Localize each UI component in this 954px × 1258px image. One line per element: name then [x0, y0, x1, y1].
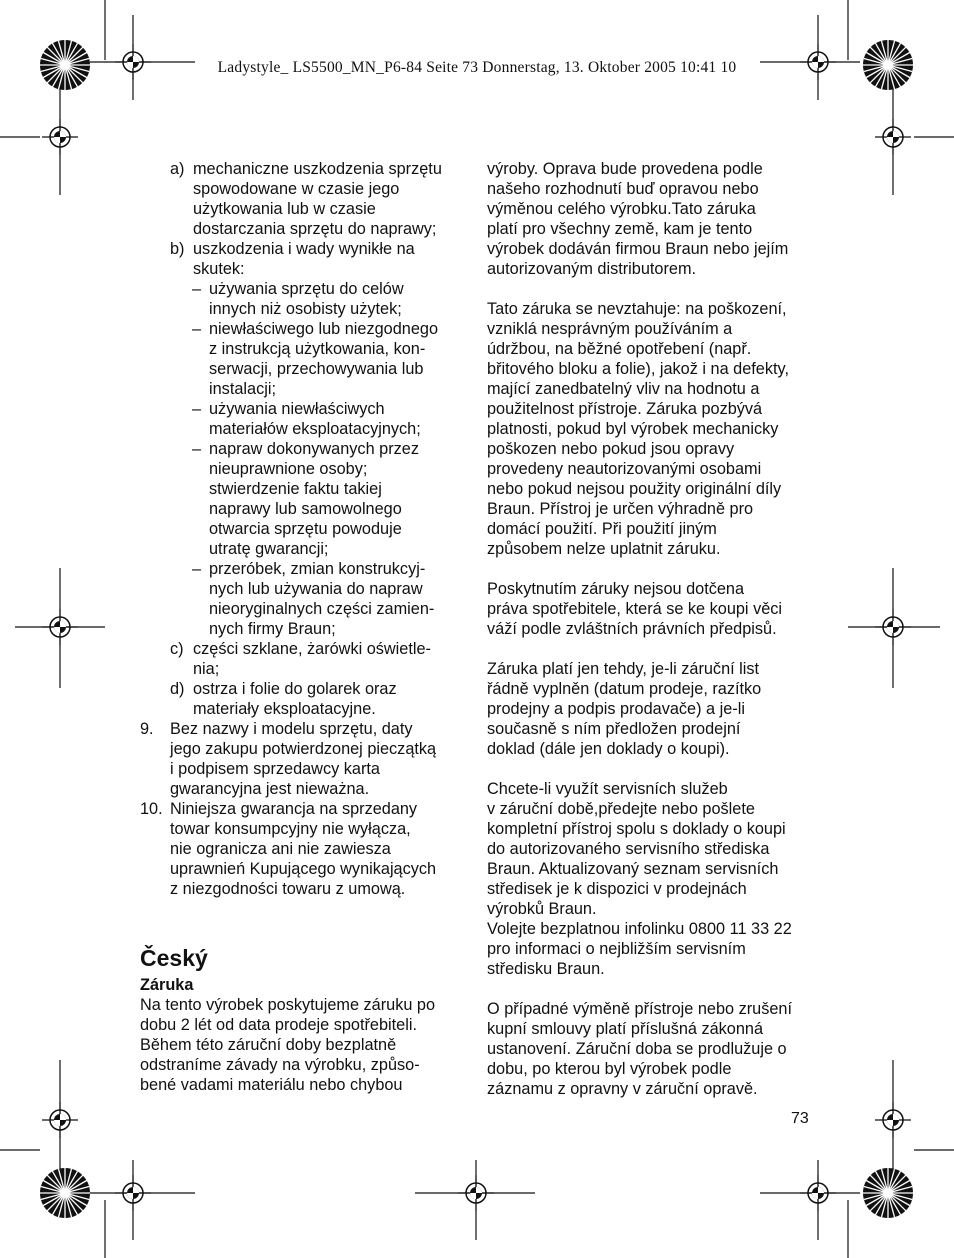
dash-label: – [192, 320, 202, 338]
list-text: mechaniczne uszkodzenia sprzętu spowodowane w czasie jego użytkowania lub w czasie dostarczania sprzętu do naprawy; [193, 160, 442, 238]
dash-item [140, 439, 465, 559]
list-item [140, 639, 465, 679]
numbered-label: 9. [140, 720, 154, 738]
dash-item [140, 559, 465, 639]
dash-label: – [192, 280, 202, 298]
dash-label: – [192, 440, 202, 458]
numbered-item [140, 799, 465, 899]
list-label: c) [170, 640, 184, 658]
numbered-label: 10. [140, 800, 163, 818]
dash-item [140, 279, 465, 319]
paragraph: Chcete-li využít servisních služeb v záruční době,předejte nebo pošlete kompletní přístroj spolu s doklady o koupi do autorizovaného servisního střediska Braun. Aktualizovaný seznam servisních středisek je k dispozici v prodejnách výrobků Braun. Volejte bezplatnou infolinku 0800 11 33 22 pro informaci o nejbližším servisním středisku Braun. [487, 780, 792, 978]
dash-text: niewłaściwego lub niezgodnego z instrukcją użytkowania, kon- serwacji, przechowywania lub instalacji; [209, 320, 439, 398]
list-text: części szklane, żarówki oświetle- nia; [193, 640, 431, 678]
paragraph: Tato záruka se nevztahuje: na poškození, vzniklá nesprávným používáním a údržbou, na běžné opotřebení (např. břitového bloku a folie), jakož i na defekty, mající zanedbatelný vliv na hodnotu a použitelnost přístroje. Záruka pozbývá platnosti, pokud byl výrobek mechanicky poškozen nebo pokud jsou opravy provedeny neautorizovanými osobami nebo pokud nejsou použity originální díly Braun. Přístroj je určen výhradně pro domácí použití. Při použití jiným způsobem nelze uplatnit záruku. [487, 300, 789, 558]
dash-text: napraw dokonywanych przez nieuprawnione osoby; stwierdzenie faktu takiej naprawy lub samowolnego otwarcia sprzętu powoduje utratę gwarancji; [209, 440, 419, 558]
paragraph: Poskytnutím záruky nejsou dotčena práva spotřebitele, která se ke koupi věci váží podle zvláštních právních předpisů. [487, 580, 783, 638]
dash-text: używania niewłaściwych materiałów eksploatacyjnych; [209, 400, 421, 438]
list-label: b) [170, 240, 185, 258]
paragraph: Na tento výrobek poskytujeme záruku po dobu 2 lét od data prodeje spotřebiteli. Během této záruční doby bezplatně odstraníme závady na výrobku, způso- bené vadami materiálu nebo chybou [140, 996, 436, 1094]
page-number: 73 [791, 1110, 809, 1127]
dash-item [140, 399, 465, 439]
numbered-text: Bez nazwy i modelu sprzętu, daty jego zakupu potwierdzonej pieczątką i podpisem sprzedawcy karta gwarancyjna jest nieważna. [170, 720, 437, 798]
print-slug-header: Ladystyle_ LS5500_MN_P6-84 Seite 73 Donnerstag, 13. Oktober 2005 10:41 10 [217, 59, 737, 76]
dash-label: – [192, 560, 202, 578]
list-label: d) [170, 680, 185, 698]
numbered-text: Niniejsza gwarancja na sprzedany towar konsumpcyjny nie wyłącza, nie ogranicza ani nie zawiesza uprawnień Kupującego wynikających z niezgodności towaru z umową. [170, 800, 437, 898]
list-item [140, 239, 465, 279]
subheading: Záruka [140, 976, 194, 994]
dash-text: używania sprzętu do celów innych niż osobisty użytek; [209, 280, 404, 318]
right-column [487, 159, 813, 1099]
dash-item [140, 319, 465, 399]
list-text: ostrza i folie do golarek oraz materiały eksploatacyjne. [193, 680, 397, 718]
dash-label: – [192, 400, 202, 418]
numbered-item [140, 719, 465, 799]
paragraph: výroby. Oprava bude provedena podle našeho rozhodnutí buď opravou nebo výměnou celého výrobku.Tato záruka platí pro všechny země, kam je tento výrobek dodáván firmou Braun nebo jejím autorizovaným distributorem. [487, 160, 789, 278]
list-item [140, 679, 465, 719]
paragraph: O případné výměně přístroje nebo zrušení kupní smlouvy platí příslušná zákonná ustanovení. Záruční doba se prodlužuje o dobu, po kterou byl výrobek podle záznamu z opravny v záruční opravě. [487, 1000, 792, 1098]
dash-text: przeróbek, zmian konstrukcyj- nych lub używania do napraw nieoryginalnych części zamien- nych firmy Braun; [209, 560, 435, 638]
left-column [140, 159, 465, 1095]
section-heading: Český [140, 945, 208, 971]
paragraph: Záruka platí jen tehdy, je-li záruční list řádně vyplněn (datum prodeje, razítko prodejny a podpis prodavače) a je-li současně s ním předložen prodejní doklad (dále jen doklady o koupi). [487, 660, 762, 758]
list-item [140, 159, 465, 239]
list-label: a) [170, 160, 185, 178]
list-text: uszkodzenia i wady wynikłe na skutek: [193, 240, 415, 278]
